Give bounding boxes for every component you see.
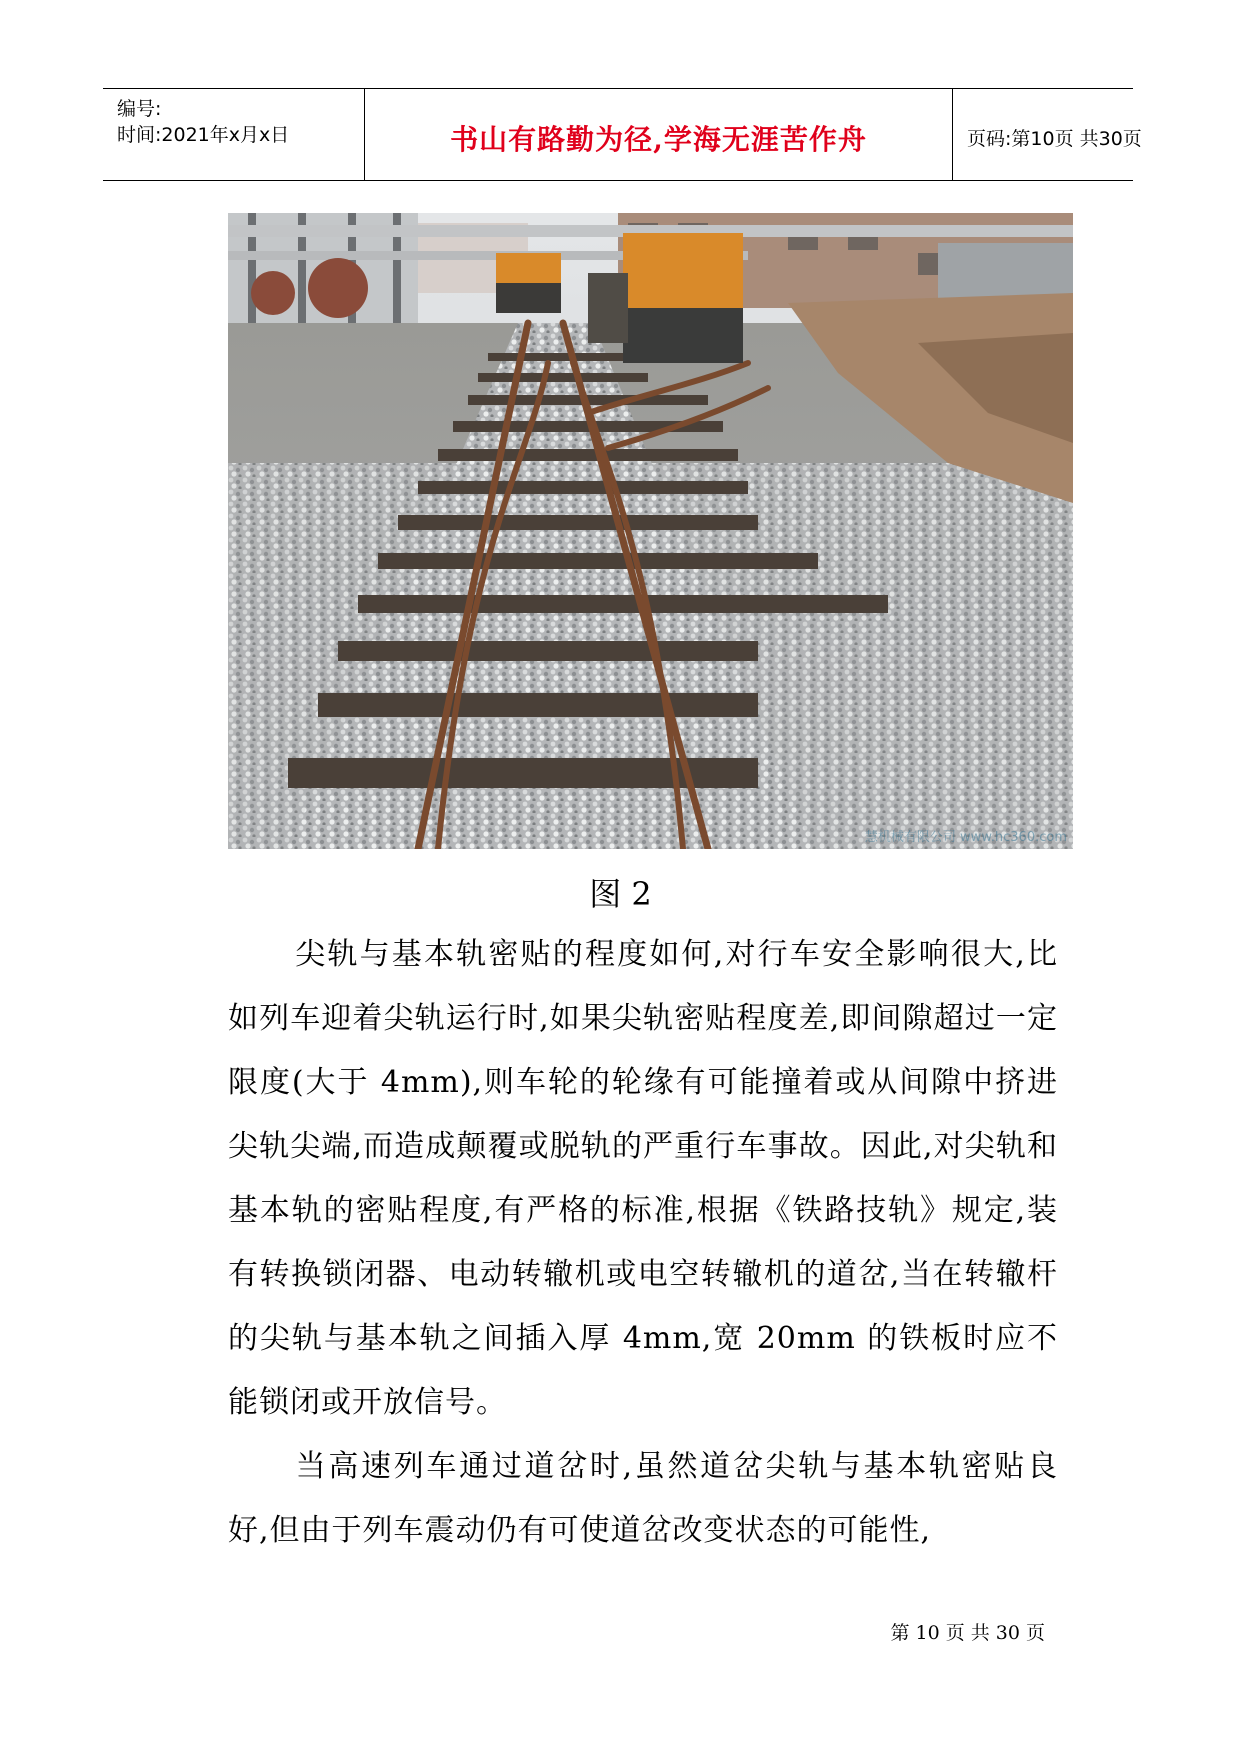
body-text — [228, 923, 1058, 1435]
header-motto: 书山有路勤为径,学海无涯苦作舟 — [450, 123, 867, 156]
railway-switch-photo — [228, 213, 1073, 849]
document-header — [103, 88, 1142, 181]
paragraph-2 — [228, 1435, 1058, 1563]
header-right-cell — [953, 89, 1142, 180]
photo-watermark: 慧机械有限公司 www.hc360.com — [864, 830, 1067, 845]
time-label: 时间:2021年x月x日 — [117, 124, 290, 146]
paragraph-1-text: 尖轨与基本轨密贴的程度如何,对行车安全影响很大,比如列车迎着尖轨运行时,如果尖轨密贴程度差,即间隙超过一定限度(大于 4mm),则车轮的轮缘有可能撞着或从间隙中挤进尖轨尖端,而造成颠覆或脱轨的严重行车事故。因此,对尖轨和基本轨的密贴程度,有严格的标准,根据《铁路技轨》规定,装有转换锁闭器、电动转辙机或电空转辙机的道岔,当在转辙杆的尖轨与基本轨之间插入厚 4mm,宽 20mm 的铁板时应不能锁闭或开放信号。 — [228, 937, 1058, 1420]
page-footer: 第 10 页 共 30 页 — [890, 1622, 1045, 1644]
figure-caption: 图 2 — [589, 875, 652, 913]
paragraph-2-text: 当高速列车通过道岔时,虽然道岔尖轨与基本轨密贴良好,但由于列车震动仍有可使道岔改变状态的可能性, — [228, 1449, 1058, 1548]
header-page-info: 页码:第10页 共30页 — [967, 128, 1142, 150]
header-left-cell — [103, 89, 365, 180]
header-middle-cell — [365, 89, 953, 180]
doc-number-label: 编号: — [117, 98, 162, 120]
body-text-2 — [228, 1435, 1058, 1563]
paragraph-1 — [228, 923, 1058, 1435]
